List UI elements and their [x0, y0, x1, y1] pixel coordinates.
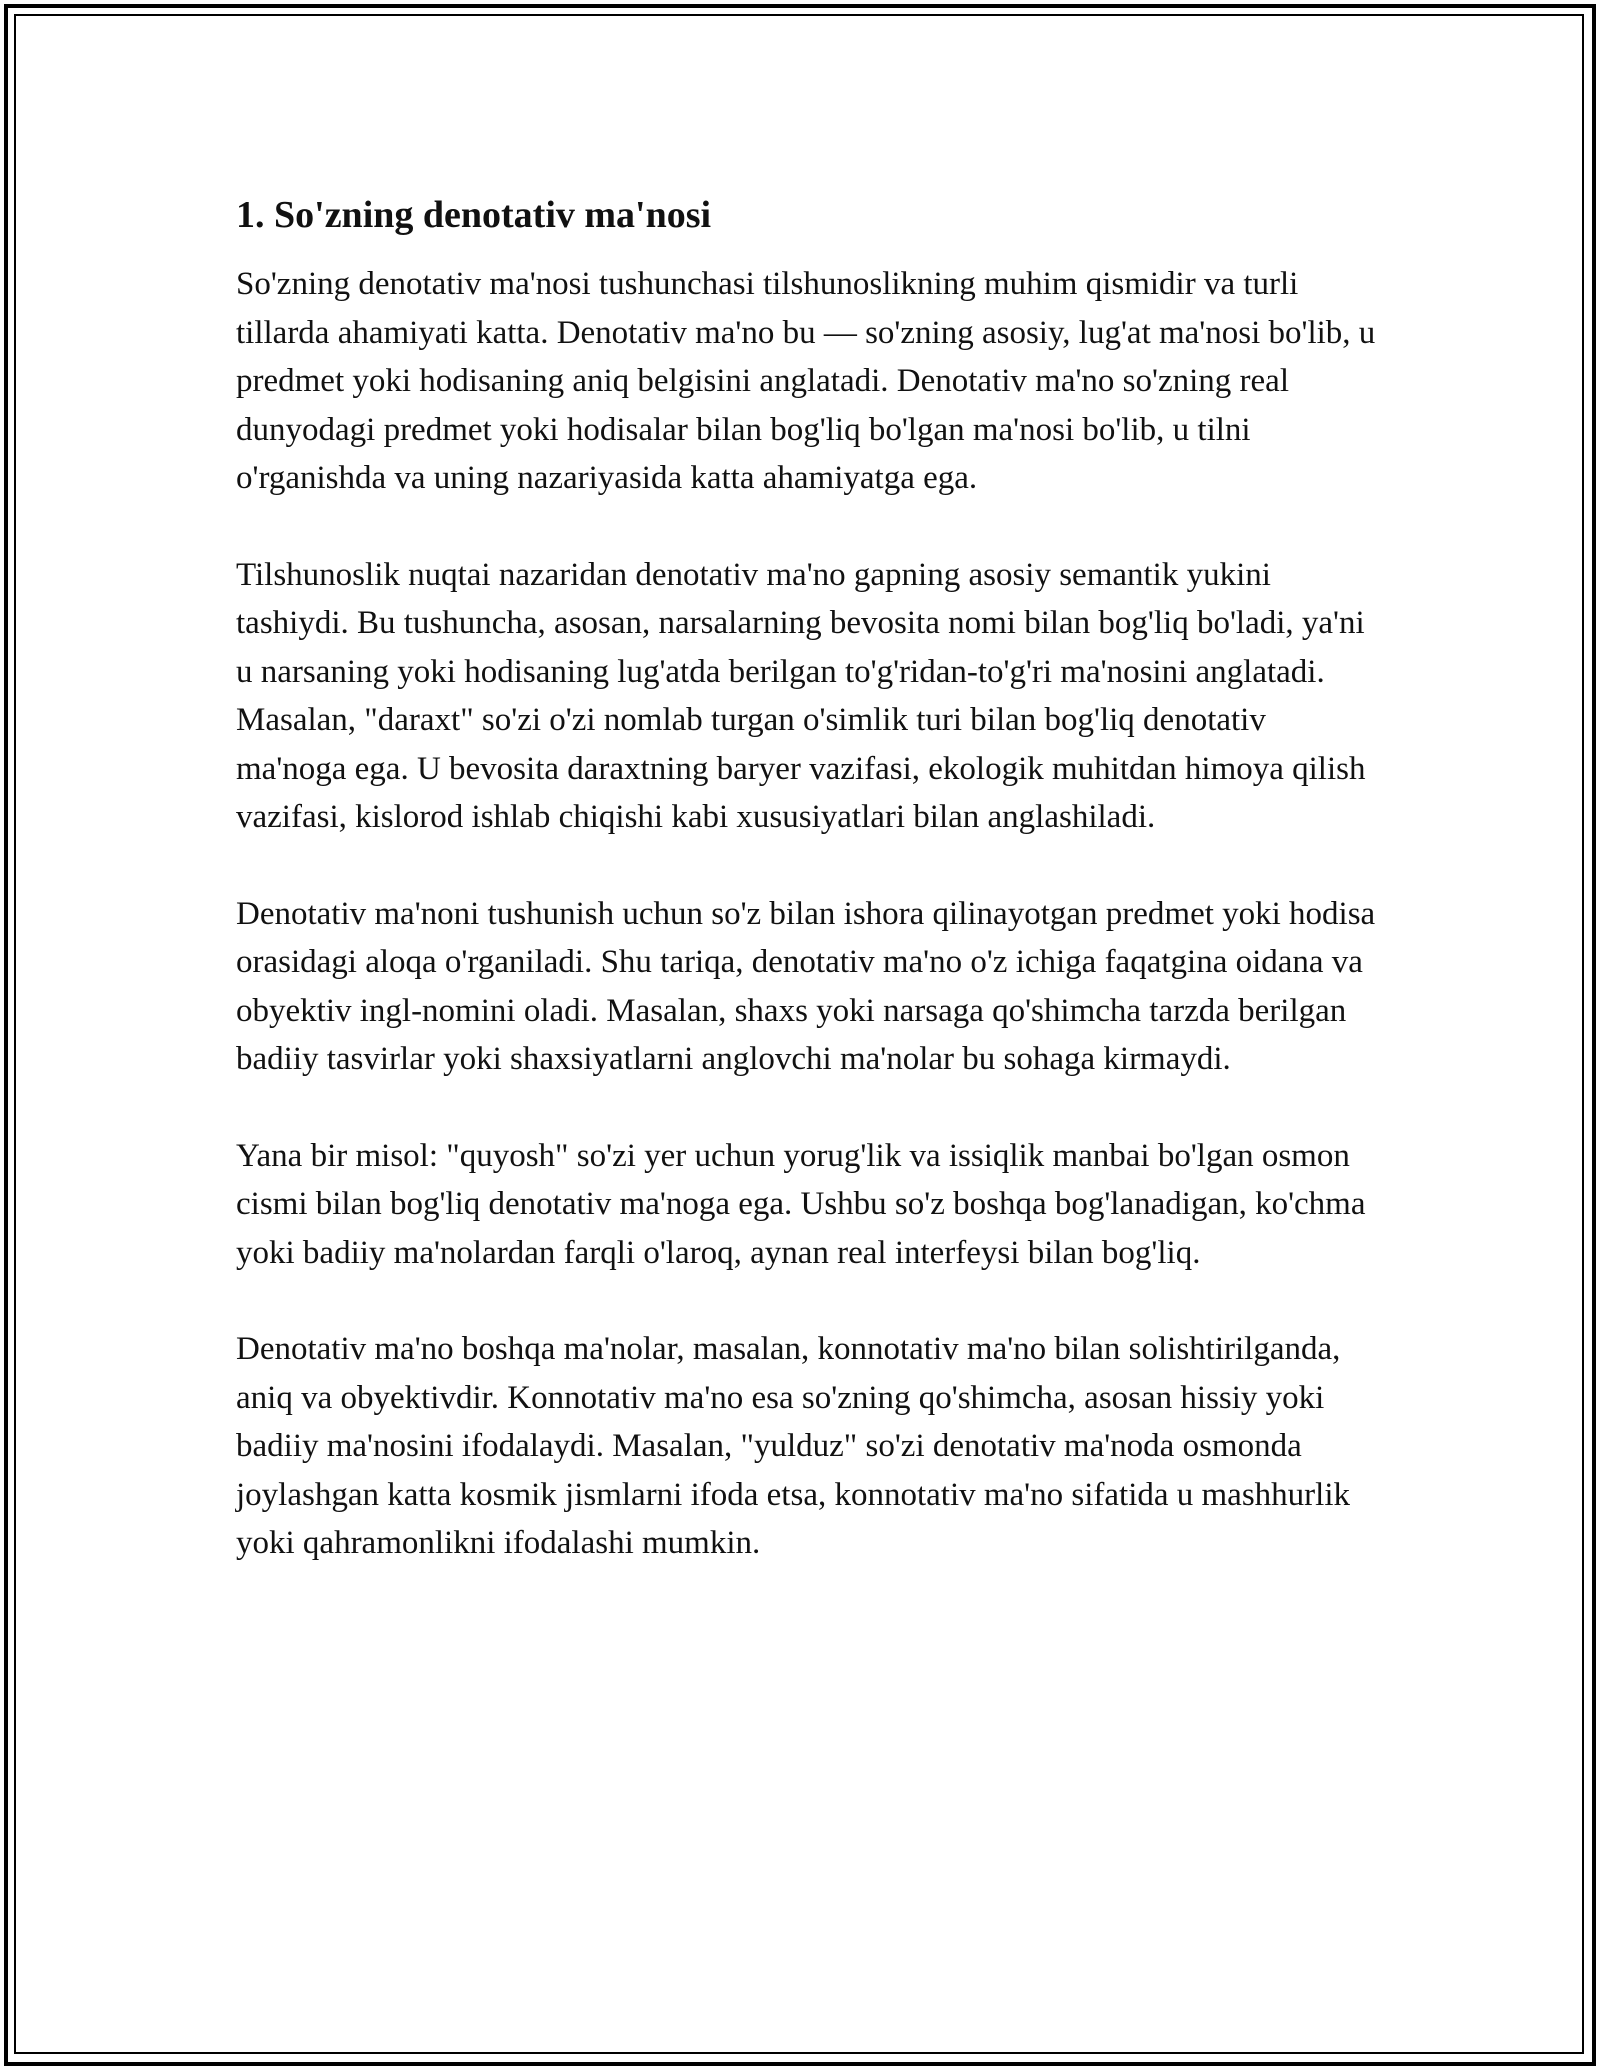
section-heading: 1. So'zning denotativ ma'nosi — [236, 194, 712, 236]
document-body — [236, 186, 1376, 1616]
paragraph-2: Tilshunoslik nuqtai nazaridan denotativ ma'no gapning asosiy semantik yukini tashiydi. Bu tushuncha, asosan, narsalarning bevosita nomi bilan bog'liq bo'ladi, ya'ni u narsaning yoki hodisaning lug'atda berilgan to'g'ridan-to'g'ri ma'nosini anglatadi. Masalan, "daraxt" so'zi o'zi nomlab turgan o'simlik turi bilan bog'liq denotativ ma'noga ega. U bevosita daraxtning baryer vazifasi, ekologik muhitdan himoya qilish vazifasi, kislorod ishlab chiqishi kabi xususiyatlari bilan anglashiladi. — [236, 556, 1366, 835]
paragraph-3: Denotativ ma'noni tushunish uchun so'z bilan ishora qilinayotgan predmet yoki hodisa orasidagi aloqa o'rganiladi. Shu tariqa, denotativ ma'no o'z ichiga faqatgina oidana va obyektiv ingl-nomini oladi. Masalan, shaxs yoki narsaga qo'shimcha tarzda berilgan badiiy tasvirlar yoki shaxsiyatlarni anglovchi ma'nolar bu sohaga kirmaydi. — [236, 895, 1376, 1077]
paragraph-4: Yana bir misol: "quyosh" so'zi yer uchun yorug'lik va issiqlik manbai bo'lgan osmon cismi bilan bog'liq denotativ ma'noga ega. Ushbu so'z boshqa bog'lanadigan, ko'chma yoki badiiy ma'nolardan farqli o'laroq, aynan real interfeysi bilan bog'liq. — [236, 1137, 1366, 1271]
paragraph-5: Denotativ ma'no boshqa ma'nolar, masalan, konnotativ ma'no bilan solishtirilganda, aniq va obyektivdir. Konnotativ ma'no esa so'zning qo'shimcha, asosan hissiy yoki badiiy ma'nosini ifodalaydi. Masalan, "yulduz" so'zi denotativ ma'noda osmonda joylashgan katta kosmik jismlarni ifoda etsa, konnotativ ma'no sifatida u mashhurlik yoki qahramonlikni ifodalashi mumkin. — [236, 1331, 1350, 1561]
paragraph-1: So'zning denotativ ma'nosi tushunchasi tilshunoslikning muhim qismidir va turli tillarda ahamiyati katta. Denotativ ma'no bu — so'zning asosiy, lug'at ma'nosi bo'lib, u predmet yoki hodisaning aniq belgisini anglatadi. Denotativ ma'no so'zning real dunyodagi predmet yoki hodisalar bilan bog'liq bo'lgan ma'nosi bo'lib, u tilni o'rganishda va uning nazariyasida katta ahamiyatga ega. — [236, 266, 1376, 496]
